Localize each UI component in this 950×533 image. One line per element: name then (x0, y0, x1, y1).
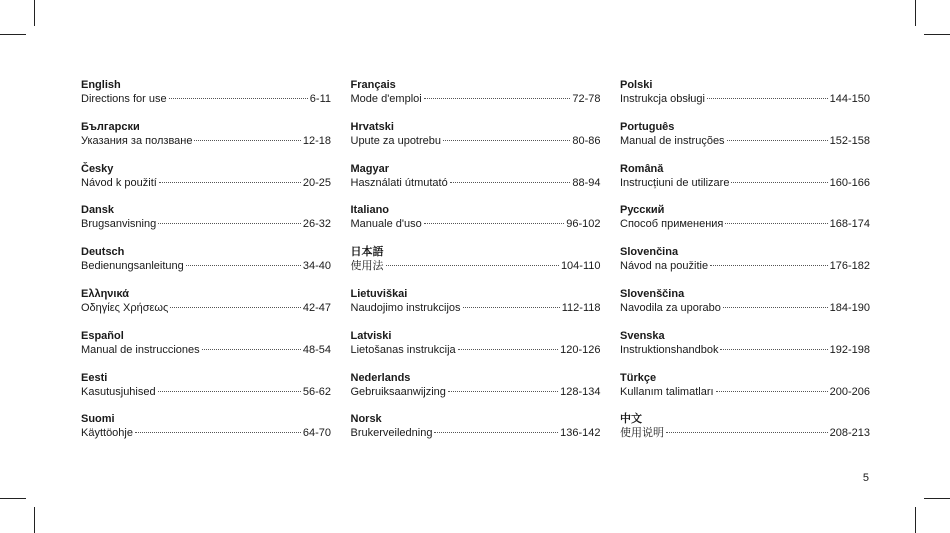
entry-row (620, 301, 870, 315)
entry-row (351, 92, 601, 106)
instructions-title: Directions for use (81, 93, 167, 105)
language-column-3 (620, 78, 870, 454)
crop-mark-bottom-right (915, 507, 916, 533)
instructions-title: Kullanım talimatları (620, 385, 714, 398)
language-name: 日本語 (350, 246, 384, 259)
page-range: 104-110 (560, 260, 601, 273)
entry-row (81, 134, 331, 148)
language-entry (351, 245, 601, 287)
instructions-title: Οδηγίες Χρήσεως (81, 301, 169, 314)
language-name: Polski (620, 79, 653, 91)
dot-leader (725, 223, 827, 224)
language-name: Български (81, 120, 140, 133)
dot-leader (158, 223, 301, 224)
language-entry (81, 78, 331, 120)
language-entry (81, 329, 331, 371)
language-entry (351, 412, 601, 454)
dot-leader (710, 265, 828, 266)
language-name: Nederlands (350, 371, 411, 384)
page-range: 6-11 (309, 93, 331, 105)
page-range: 48-54 (302, 343, 331, 356)
language-name: Eesti (81, 371, 108, 384)
dot-leader (731, 182, 827, 183)
page-range: 20-25 (302, 176, 331, 189)
instructions-title: Указания за ползване (81, 134, 193, 147)
crop-mark-top-right-h (924, 34, 950, 35)
instructions-title: Manual de instruções (620, 134, 725, 147)
instructions-title: Mode d'emploi (350, 93, 422, 105)
language-entry (620, 120, 870, 162)
dot-leader (386, 265, 559, 266)
dot-leader (186, 265, 301, 266)
language-name: Español (81, 329, 124, 342)
entry-row (81, 259, 331, 273)
dot-leader (723, 307, 828, 308)
entry-row (351, 217, 601, 231)
language-entry (620, 78, 870, 120)
entry-row (351, 259, 601, 273)
language-entry (351, 329, 601, 371)
instructions-title: Naudojimo instrukcijos (350, 301, 461, 314)
dot-leader (458, 349, 558, 350)
instructions-title: Návod k použití (81, 176, 157, 189)
language-entry (351, 120, 601, 162)
page-range: 128-134 (560, 385, 601, 398)
entry-row (620, 426, 870, 440)
page-range: 72-78 (572, 93, 601, 105)
entry-row (81, 385, 331, 399)
language-entry (620, 245, 870, 287)
language-name: Português (620, 120, 675, 133)
language-entry (620, 203, 870, 245)
page-range: 26-32 (302, 218, 331, 231)
page-range: 176-182 (829, 260, 870, 273)
page-range: 144-150 (829, 93, 870, 105)
instructions-title: Manuale d'uso (350, 218, 422, 231)
dot-leader (135, 432, 301, 433)
language-entry (351, 287, 601, 329)
language-name: Română (620, 162, 664, 175)
language-entry (351, 162, 601, 204)
crop-mark-top-left-h (0, 34, 26, 35)
page-range: 34-40 (302, 260, 331, 273)
dot-leader (450, 182, 571, 183)
page-range: 152-158 (829, 134, 870, 147)
language-name: Suomi (81, 413, 115, 426)
entry-row (81, 217, 331, 231)
language-name: Slovenčina (620, 246, 679, 259)
language-entry (620, 371, 870, 413)
dot-leader (170, 307, 301, 308)
language-entry (81, 287, 331, 329)
dot-leader (158, 391, 301, 392)
page-range: 192-198 (829, 343, 870, 356)
language-entry (351, 78, 601, 120)
page-range: 12-18 (302, 134, 331, 147)
page-range: 136-142 (560, 427, 601, 440)
language-entry (620, 329, 870, 371)
page-range: 112-118 (561, 301, 601, 314)
language-name: Ελληνικά (81, 287, 129, 300)
page-range: 200-206 (829, 385, 870, 398)
language-name: English (81, 79, 121, 91)
language-entry (81, 245, 331, 287)
page-range: 160-166 (829, 176, 870, 189)
entry-row (351, 426, 601, 440)
page-range: 88-94 (572, 176, 601, 189)
instructions-title: Gebruiksaanwijzing (350, 385, 446, 398)
language-entry (81, 162, 331, 204)
entry-row (81, 343, 331, 357)
dot-leader (463, 307, 560, 308)
language-entry (81, 371, 331, 413)
dot-leader (666, 432, 828, 433)
page-range: 208-213 (829, 427, 870, 440)
page-range: 168-174 (829, 218, 870, 231)
crop-mark-bottom-right-h (924, 498, 950, 499)
dot-leader (707, 98, 828, 99)
instructions-title: Návod na použitie (620, 260, 709, 273)
instructions-title: Használati útmutató (350, 176, 448, 189)
language-name: Svenska (620, 329, 665, 342)
page-number: 5 (862, 472, 869, 484)
instructions-title: Käyttöohje (81, 427, 133, 440)
dot-leader (448, 391, 558, 392)
language-entry (351, 203, 601, 245)
entry-row (81, 301, 331, 315)
language-name: Magyar (350, 162, 390, 175)
entry-row (620, 92, 870, 106)
entry-row (620, 259, 870, 273)
language-name: Dansk (81, 204, 115, 217)
language-column-2 (351, 78, 601, 454)
language-name: Slovenščina (620, 287, 685, 300)
dot-leader (194, 140, 300, 141)
language-name: Latviski (350, 329, 392, 342)
dot-leader (202, 349, 301, 350)
dot-leader (424, 98, 571, 99)
language-entry (81, 120, 331, 162)
language-entry (620, 287, 870, 329)
language-entry (351, 371, 601, 413)
dot-leader (169, 98, 308, 99)
language-name: Norsk (350, 413, 382, 426)
dot-leader (434, 432, 558, 433)
entry-row (81, 426, 331, 440)
language-entry (81, 412, 331, 454)
instructions-title: Instrucțiuni de utilizare (620, 176, 730, 189)
language-entry (81, 203, 331, 245)
entry-row (620, 134, 870, 148)
page-range: 96-102 (566, 218, 601, 231)
entry-row (620, 217, 870, 231)
crop-mark-top-left (34, 0, 35, 26)
instructions-title: Lietošanas instrukcija (350, 343, 456, 356)
instructions-title: Kasutusjuhised (81, 385, 156, 398)
language-name: Türkçe (620, 371, 657, 384)
page-range: 56-62 (302, 385, 331, 398)
dot-leader (159, 182, 301, 183)
language-entry (620, 412, 870, 454)
entry-row (351, 301, 601, 315)
entry-row (81, 92, 331, 106)
entry-row (351, 343, 601, 357)
page-range: 42-47 (302, 301, 331, 314)
language-index (81, 78, 870, 454)
entry-row (620, 385, 870, 399)
crop-mark-bottom-left-h (0, 498, 26, 499)
language-entry (620, 162, 870, 204)
instructions-title: Brugsanvisning (81, 218, 157, 231)
language-column-1 (81, 78, 331, 454)
language-name: Hrvatski (350, 120, 394, 133)
instructions-title: Brukerveiledning (350, 427, 433, 440)
entry-row (81, 176, 331, 190)
language-name: Русский (620, 204, 665, 217)
instructions-title: Upute za upotrebu (350, 134, 442, 147)
crop-mark-bottom-left (34, 507, 35, 533)
language-name: Lietuviškai (350, 287, 408, 300)
dot-leader (443, 140, 570, 141)
instructions-title: Способ применения (620, 218, 724, 231)
dot-leader (720, 349, 827, 350)
instructions-title: 使用法 (350, 260, 384, 273)
dot-leader (727, 140, 828, 141)
dot-leader (424, 223, 565, 224)
entry-row (620, 343, 870, 357)
instructions-title: Instruktionshandbok (620, 343, 719, 356)
entry-row (351, 134, 601, 148)
page-range: 80-86 (572, 134, 601, 147)
crop-mark-top-right (915, 0, 916, 26)
dot-leader (716, 391, 828, 392)
entry-row (351, 176, 601, 190)
page-range: 120-126 (560, 343, 601, 356)
language-name: Français (350, 79, 396, 91)
instructions-title: Navodila za uporabo (620, 301, 721, 314)
instructions-title: Bedienungsanleitung (81, 260, 184, 273)
entry-row (620, 176, 870, 190)
language-name: Italiano (350, 204, 390, 217)
instructions-title: 使用说明 (620, 427, 664, 440)
language-name: Česky (81, 162, 114, 175)
page-range: 184-190 (829, 301, 870, 314)
instructions-title: Manual de instrucciones (81, 343, 200, 356)
instructions-title: Instrukcja obsługi (620, 93, 705, 105)
language-name: Deutsch (81, 246, 125, 259)
language-name: 中文 (620, 413, 642, 426)
page-range: 64-70 (302, 427, 331, 440)
entry-row (351, 385, 601, 399)
